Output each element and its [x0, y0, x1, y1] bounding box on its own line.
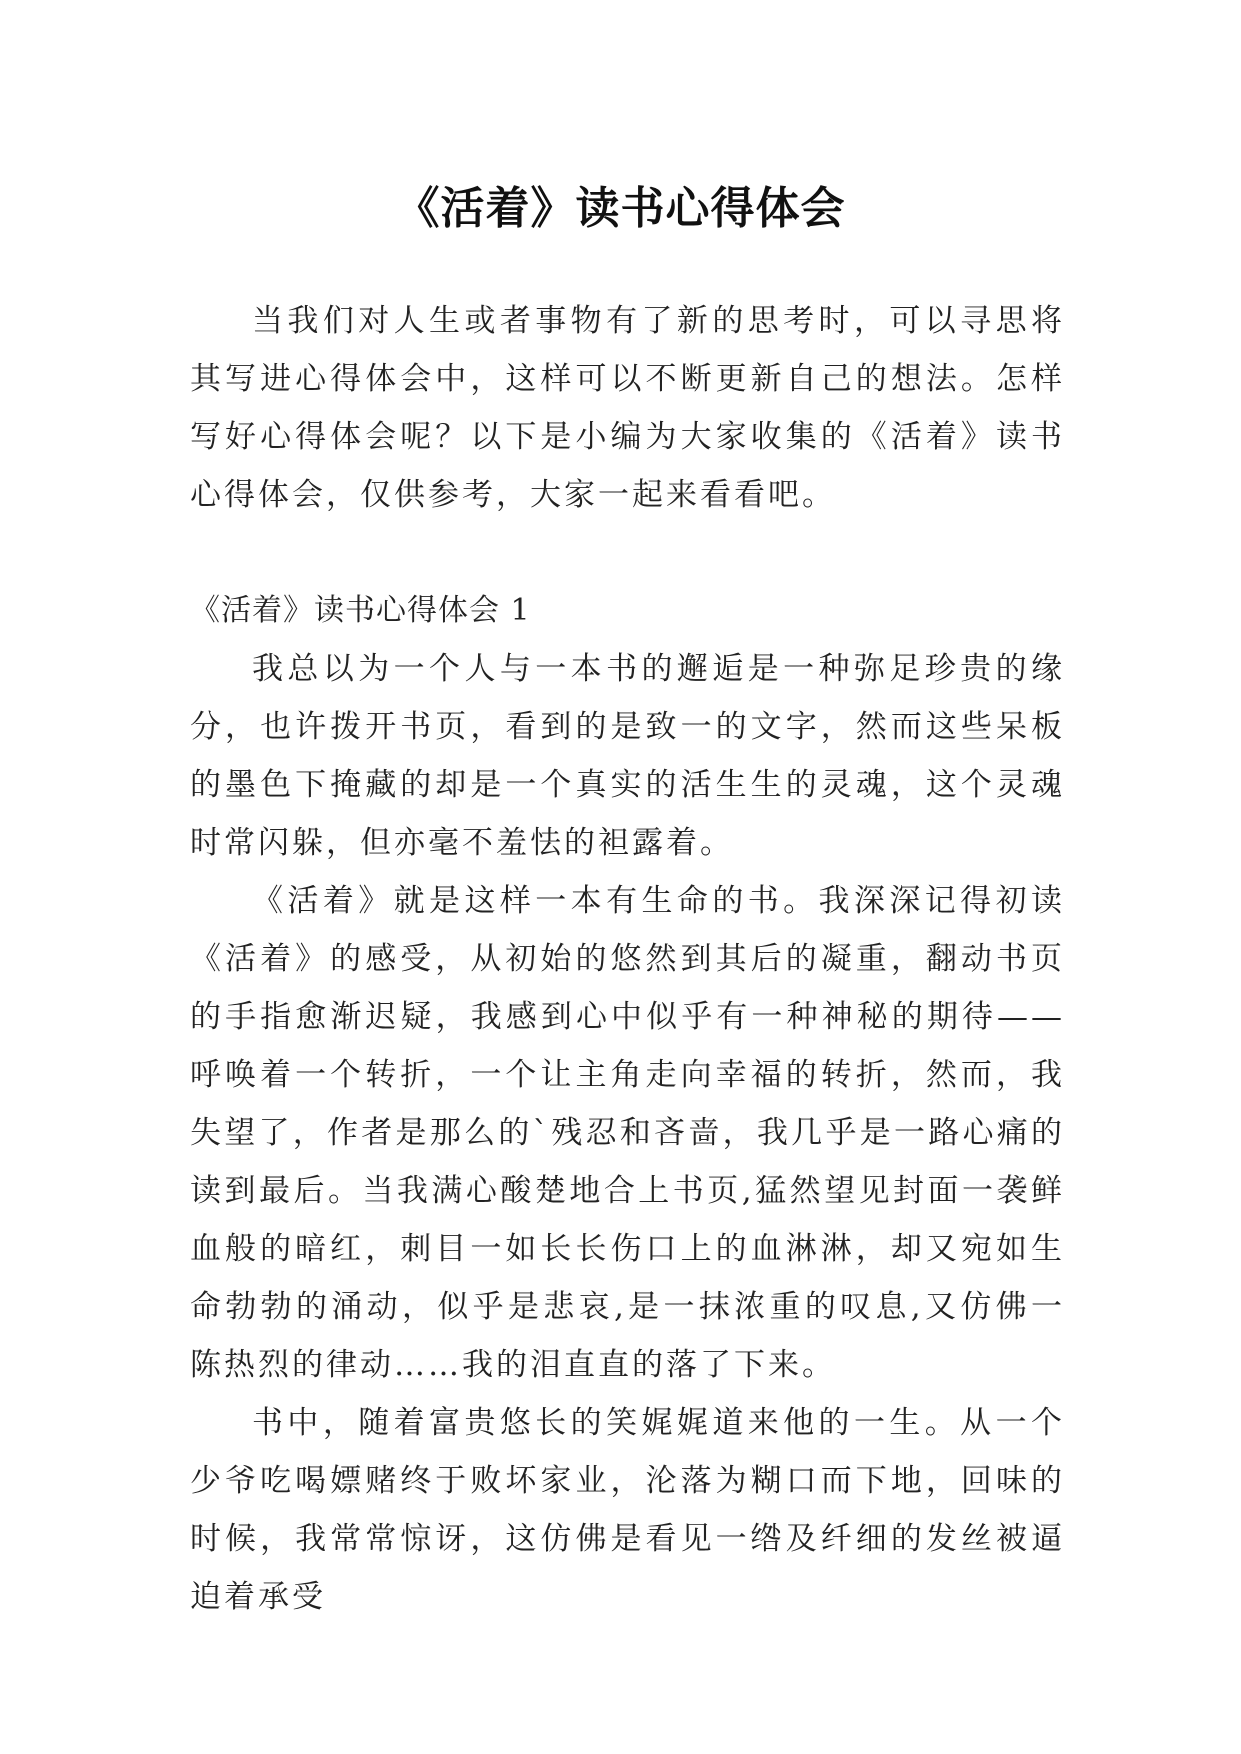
section-heading: 《活着》读书心得体会 1 [190, 593, 531, 628]
document-body [190, 292, 1065, 1626]
body-paragraph: 书中，随着富贵悠长的笑娓娓道来他的一生。从一个少爷吃喝嫖赌终于败坏家业，沦落为糊口而下地，回味的时候，我常常惊讶，这仿佛是看见一绺及纤细的发丝被逼迫着承受 [190, 1405, 1065, 1615]
body-paragraph: 我总以为一个人与一本书的邂逅是一种弥足珍贵的缘分，也许拨开书页，看到的是致一的文字，然而这些呆板的墨色下掩藏的却是一个真实的活生生的灵魂，这个灵魂时常闪躲，但亦毫不羞怯的袒露着。 [190, 651, 1065, 861]
intro-paragraph: 当我们对人生或者事物有了新的思考时，可以寻思将其写进心得体会中，这样可以不断更新自己的想法。怎样写好心得体会呢？以下是小编为大家收集的《活着》读书心得体会，仅供参考，大家一起来看看吧。 [190, 303, 1065, 513]
document-title: 《活着》读书心得体会 [395, 183, 846, 235]
body-paragraph: 《活着》就是这样一本有生命的书。我深深记得初读《活着》的感受，从初始的悠然到其后的凝重，翻动书页的手指愈渐迟疑，我感到心中似乎有一种神秘的期待——呼唤着一个转折，一个让主角走向幸福的转折，然而，我失望了，作者是那么的`残忍和吝啬，我几乎是一路心痛的读到最后。当我满心酸楚地合上书页,猛然望见封面一袭鲜血般的暗红，刺目一如长长伤口上的血淋淋，却又宛如生命勃勃的涌动，似乎是悲哀,是一抹浓重的叹息,又仿佛一陈热烈的律动……我的泪直直的落了下来。 [190, 883, 1065, 1383]
